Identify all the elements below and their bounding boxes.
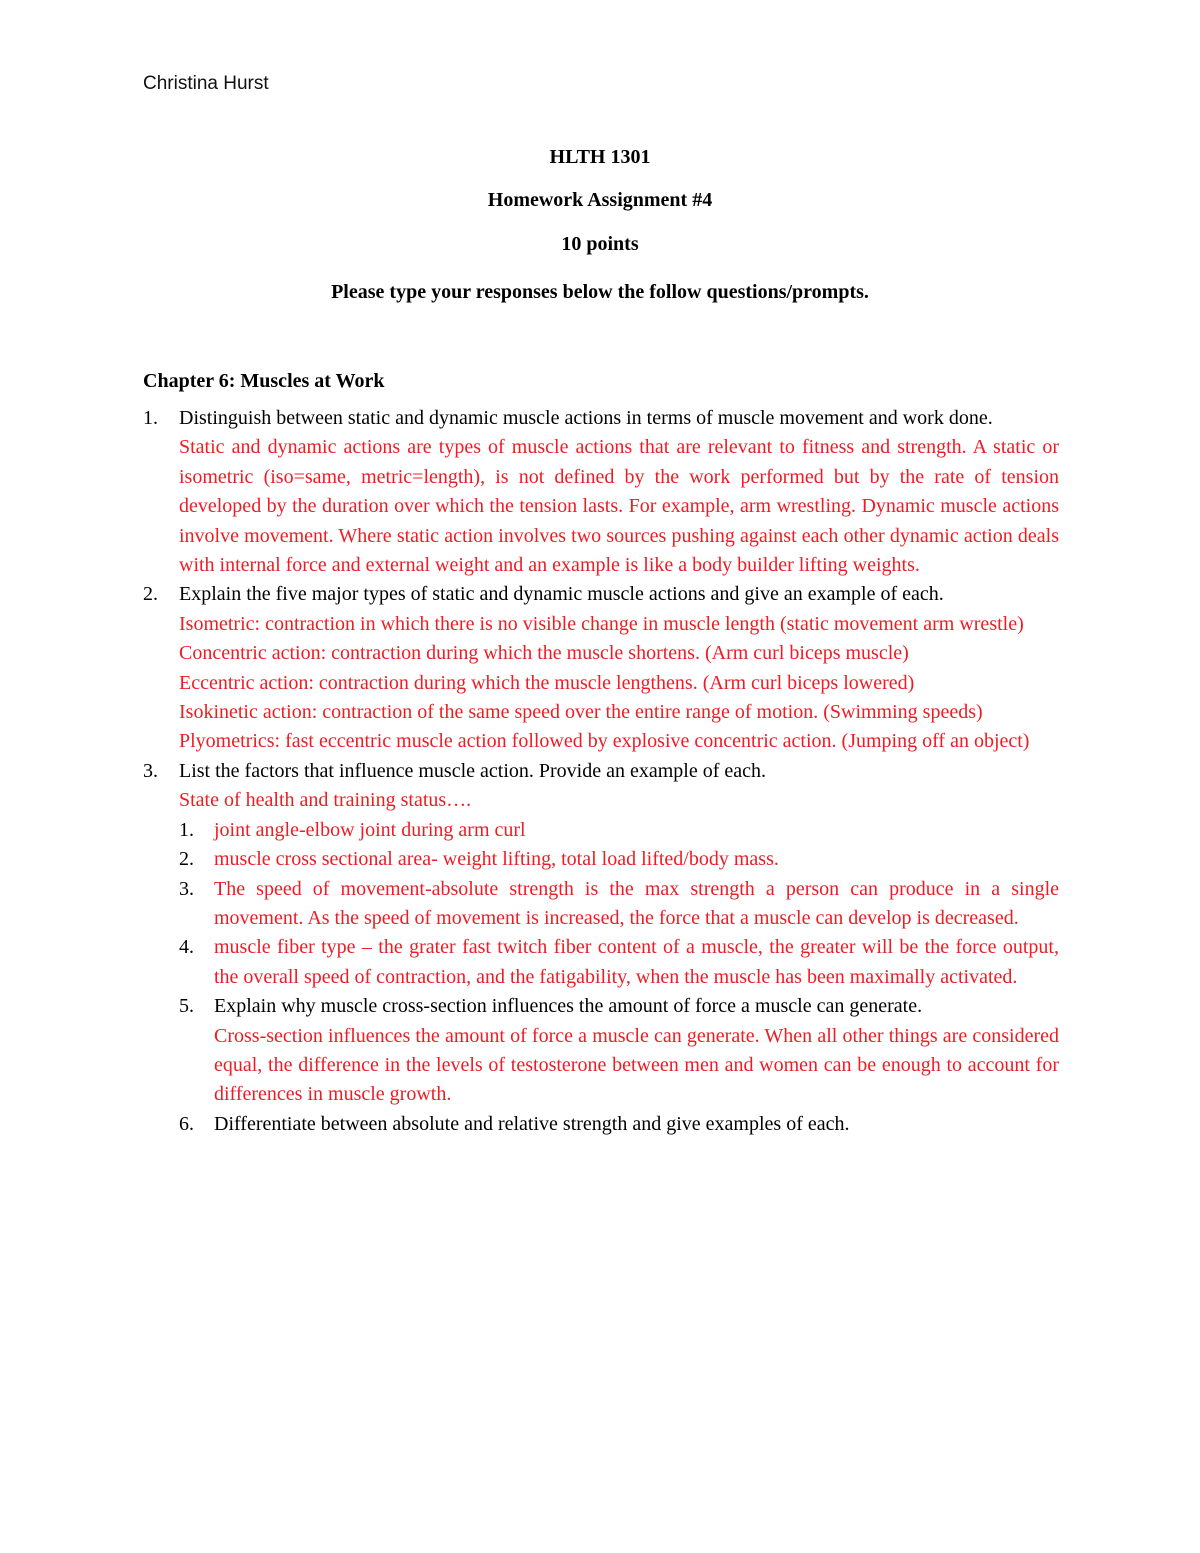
question-text: Differentiate between absolute and relative strength and give examples of each. bbox=[214, 1112, 850, 1135]
factor-item bbox=[179, 933, 1059, 992]
document-body bbox=[143, 367, 1059, 1139]
answer-plyometrics: Plyometrics: fast eccentric muscle action followed by explosive concentric action. (Jumping off an object) bbox=[179, 730, 1030, 753]
question-number: 6. bbox=[179, 1112, 194, 1135]
question-number: 3. bbox=[143, 759, 158, 782]
course-title: HLTH 1301 bbox=[549, 146, 651, 168]
factor-item bbox=[179, 875, 1059, 934]
answer-isokinetic: Isokinetic action: contraction of the same speed over the entire range of motion. (Swimming speeds) bbox=[179, 701, 983, 724]
question-number: 2. bbox=[143, 583, 158, 606]
points-label: 10 points bbox=[561, 233, 639, 255]
chapter-heading: Chapter 6: Muscles at Work bbox=[143, 370, 385, 392]
assignment-title: Homework Assignment #4 bbox=[487, 189, 713, 211]
factor-number: 3. bbox=[179, 877, 194, 900]
question-text: List the factors that influence muscle action. Provide an example of each. bbox=[179, 759, 767, 782]
question-6 bbox=[179, 1110, 1059, 1139]
factor-item bbox=[179, 845, 1059, 874]
answer-eccentric: Eccentric action: contraction during which the muscle lengthens. (Arm curl biceps lowered) bbox=[179, 671, 915, 694]
answer-text: Static and dynamic actions are types of muscle actions that are relevant to fitness and strength. A static or isometric (iso=same, metric=length), is not defined by the work performed but by the rate of tension developed by the duration over which the tension lasts. For example, arm wrestling. Dynamic muscle actions involve movement. Where static action involves two sources pushing against each other dynamic action deals with internal force and external weight and an example is like a body builder lifting weights. bbox=[179, 436, 1059, 577]
factor-number: 1. bbox=[179, 818, 194, 841]
author-header: Christina Hurst bbox=[143, 73, 269, 94]
instructions-text: Please type your responses below the follow questions/prompts. bbox=[331, 281, 869, 303]
answer-isometric: Isometric: contraction in which there is no visible change in muscle length (static movement arm wrestle) bbox=[179, 612, 1024, 635]
factor-text: muscle fiber type – the grater fast twitch fiber content of a muscle, the greater will be the force output, the overall speed of contraction, and the fatigability, when the muscle has been maximally activated. bbox=[214, 936, 1059, 988]
question-3 bbox=[143, 757, 1059, 1139]
question-text: Explain the five major types of static and dynamic muscle actions and give an example of each. bbox=[179, 583, 944, 606]
question-text: Distinguish between static and dynamic muscle actions in terms of muscle movement and work done. bbox=[179, 407, 993, 429]
answer-text: Cross-section influences the amount of force a muscle can generate. When all other things are considered equal, the difference in the levels of testosterone between men and women can be enough to account for differences in muscle growth. bbox=[214, 1024, 1059, 1106]
factor-number: 4. bbox=[179, 936, 194, 959]
factor-item bbox=[179, 816, 1059, 845]
factor-text: joint angle-elbow joint during arm curl bbox=[214, 818, 526, 841]
factor-text: The speed of movement-absolute strength is the max strength a person can produce in a single movement. As the speed of movement is increased, the force that a muscle can develop is decreased. bbox=[214, 877, 1059, 929]
question-2 bbox=[143, 580, 1059, 756]
question-number: 5. bbox=[179, 995, 194, 1018]
question-text: Explain why muscle cross-section influences the amount of force a muscle can generate. bbox=[214, 995, 923, 1018]
question-number: 1. bbox=[143, 407, 158, 429]
factor-number: 2. bbox=[179, 848, 194, 871]
question-1 bbox=[143, 404, 1059, 580]
answer-intro: State of health and training status…. bbox=[179, 789, 472, 812]
answer-concentric: Concentric action: contraction during which the muscle shortens. (Arm curl biceps muscle) bbox=[179, 642, 909, 665]
question-5 bbox=[179, 992, 1059, 1110]
factor-text: muscle cross sectional area- weight lifting, total load lifted/body mass. bbox=[214, 848, 779, 871]
